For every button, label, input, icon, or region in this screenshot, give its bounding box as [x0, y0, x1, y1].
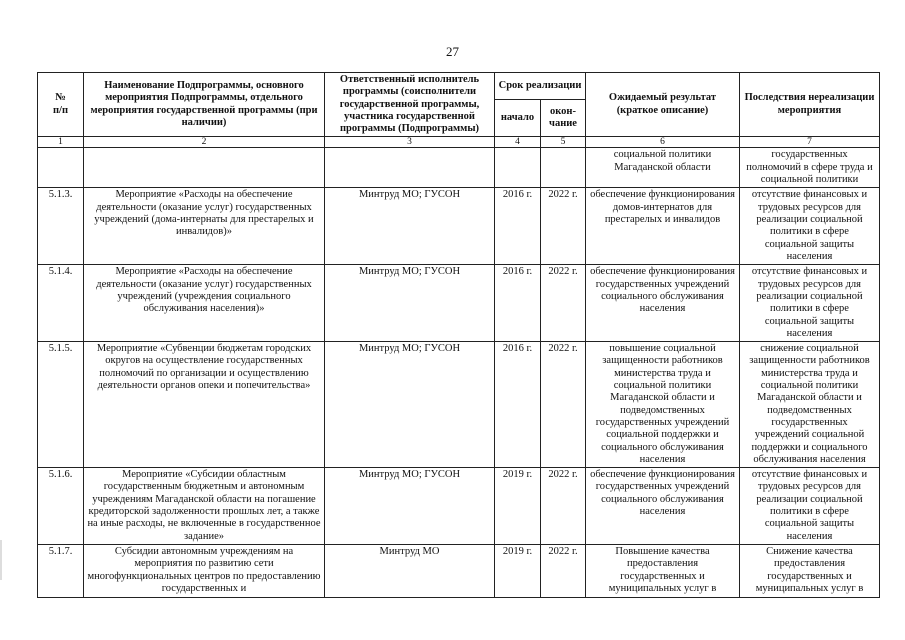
- cell-executor: Минтруд МО; ГУСОН: [325, 265, 495, 342]
- cell-name: Мероприятие «Субсидии областным государственным бюджетным и автономным учреждениям Магаданской области на погашение кредиторской задолженности прошлых лет, а также на иные расходы, не включенные в государственное задание»: [84, 468, 325, 545]
- cell-name: Мероприятие «Расходы на обеспечение деятельности (оказание услуг) государственных учреждений (учреждения социального обслуживания населения)»: [84, 265, 325, 342]
- cell-start: [495, 148, 541, 188]
- cell-end: [541, 148, 586, 188]
- cell-name: [84, 148, 325, 188]
- cell-start: 2019 г.: [495, 544, 541, 597]
- header-period: Срок реализации: [495, 73, 586, 100]
- cell-consequences: отсутствие финансовых и трудовых ресурсов для реализации социальной политики в сфере социальной защиты населения: [740, 265, 880, 342]
- column-number: 3: [325, 137, 495, 148]
- cell-executor: Минтруд МО; ГУСОН: [325, 188, 495, 265]
- cell-result: обеспечение функционирования государственных учреждений социального обслуживания населения: [586, 265, 740, 342]
- cell-end: 2022 г.: [541, 342, 586, 468]
- table-row: [38, 188, 880, 265]
- cell-name: Субсидии автономным учреждениям на мероприятия по развитию сети многофункциональных центров по предоставлению государственных и: [84, 544, 325, 597]
- cell-consequences: отсутствие финансовых и трудовых ресурсов для реализации социальной политики в сфере социальной защиты населения: [740, 468, 880, 545]
- cell-num: 5.1.4.: [38, 265, 84, 342]
- cell-executor: [325, 148, 495, 188]
- table-row: [38, 544, 880, 597]
- header-num: № п/п: [38, 73, 84, 137]
- column-number: 4: [495, 137, 541, 148]
- cell-num: 5.1.5.: [38, 342, 84, 468]
- cell-start: 2016 г.: [495, 265, 541, 342]
- cell-consequences: государственных полномочий в сфере труда и социальной политики: [740, 148, 880, 188]
- column-number: 1: [38, 137, 84, 148]
- column-number: 7: [740, 137, 880, 148]
- cell-executor: Минтруд МО: [325, 544, 495, 597]
- cell-end: 2022 г.: [541, 544, 586, 597]
- header-name: Наименование Подпрограммы, основного мероприятия Подпрограммы, отдельного мероприятия государственной программы (при наличии): [84, 73, 325, 137]
- table-row: [38, 148, 880, 188]
- scan-edge-mark: [0, 540, 2, 580]
- header-end: окон-чание: [541, 100, 586, 137]
- table-row: [38, 265, 880, 342]
- column-number: 5: [541, 137, 586, 148]
- cell-result: повышение социальной защищенности работников министерства труда и социальной политики Магаданской области и подведомственных государственных учреждений социальной поддержки и социального обслуживания населения: [586, 342, 740, 468]
- cell-consequences: снижение социальной защищенности работников министерства труда и социальной политики Магаданской области и подведомственных государственных учреждений социальной поддержки и социального обслуживания населения: [740, 342, 880, 468]
- cell-end: 2022 г.: [541, 188, 586, 265]
- header-start: начало: [495, 100, 541, 137]
- cell-num: 5.1.3.: [38, 188, 84, 265]
- cell-result: обеспечение функционирования государственных учреждений социального обслуживания населения: [586, 468, 740, 545]
- header-consequences: Последствия нереализации мероприятия: [740, 73, 880, 137]
- cell-start: 2016 г.: [495, 342, 541, 468]
- cell-result: Повышение качества предоставления государственных и муниципальных услуг в: [586, 544, 740, 597]
- table-row: [38, 468, 880, 545]
- cell-consequences: Снижение качества предоставления государственных и муниципальных услуг в: [740, 544, 880, 597]
- cell-end: 2022 г.: [541, 265, 586, 342]
- cell-name: Мероприятие «Расходы на обеспечение деятельности (оказание услуг) государственных учреждений (дома-интернаты для престарелых и инвалидов)»: [84, 188, 325, 265]
- header-result: Ожидаемый результат (краткое описание): [586, 73, 740, 137]
- cell-end: 2022 г.: [541, 468, 586, 545]
- cell-result: социальной политики Магаданской области: [586, 148, 740, 188]
- cell-num: 5.1.6.: [38, 468, 84, 545]
- cell-name: Мероприятие «Субвенции бюджетам городских округов на осуществление государственных полномочий по организации и осуществлению деятельности органов опеки и попечительства»: [84, 342, 325, 468]
- cell-num: 5.1.7.: [38, 544, 84, 597]
- cell-consequences: отсутствие финансовых и трудовых ресурсов для реализации социальной политики в сфере социальной защиты населения: [740, 188, 880, 265]
- header-executor: Ответственный исполнитель программы (соисполнители государственной программы, участника государственной программы (Подпрограммы): [325, 73, 495, 137]
- page-number: 27: [446, 44, 459, 59]
- program-activities-table: [37, 72, 880, 598]
- cell-result: обеспечение функционирования домов-интернатов для престарелых и инвалидов: [586, 188, 740, 265]
- table-row: [38, 342, 880, 468]
- column-number: 6: [586, 137, 740, 148]
- column-number: 2: [84, 137, 325, 148]
- cell-num: [38, 148, 84, 188]
- cell-start: 2016 г.: [495, 188, 541, 265]
- cell-start: 2019 г.: [495, 468, 541, 545]
- cell-executor: Минтруд МО; ГУСОН: [325, 342, 495, 468]
- cell-executor: Минтруд МО; ГУСОН: [325, 468, 495, 545]
